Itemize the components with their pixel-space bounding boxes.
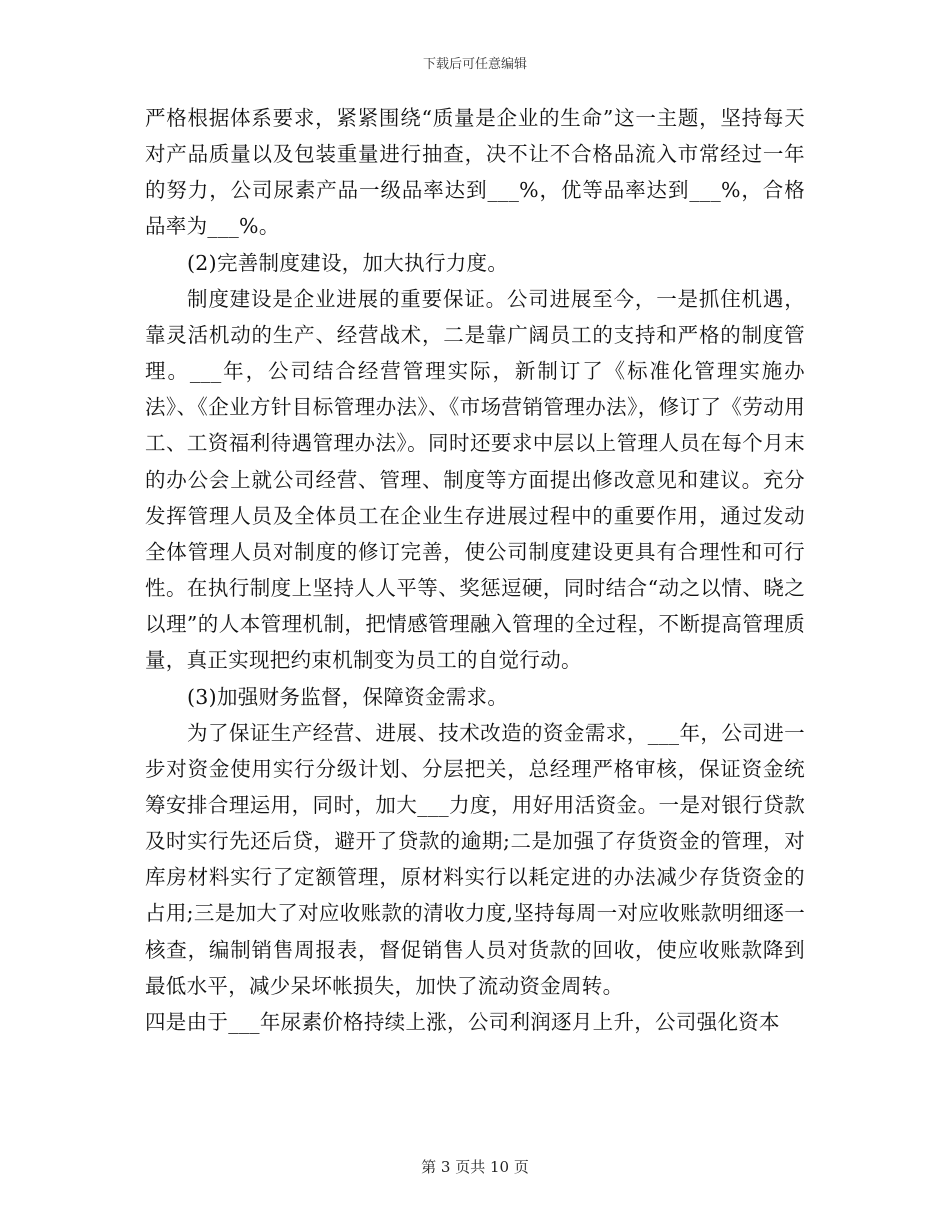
paragraph-price-increase: 四是由于___年尿素价格持续上涨，公司利润逐月上升，公司强化资本 [145, 1009, 780, 1034]
section-heading-financial-supervision: (3)加强财务监督，保障资金需求。 [187, 684, 509, 709]
document-body [145, 100, 805, 1040]
section-heading-institution-building: (2)完善制度建设，加大执行力度。 [187, 250, 509, 275]
paragraph-financial-supervision: 为了保证生产经营、进展、技术改造的资金需求，___年，公司进一步对资金使用实行分级计划、分层把关，总经理严格审核，保证资金统筹安排合理运用，同时，加大___力度，用好用活资金。一是对银行贷款及时实行先还后贷，避开了贷款的逾期;二是加强了存货资金的管理，对库房材料实行了定额管理，原材料实行以耗定进的办法减少存货资金的占用;三是加大了对应收账款的清收力度,坚持每周一对应收账款明细逐一核查，编制销售周报表，督促销售人员对货款的回收，使应收账款降到最低水平，减少呆坏帐损失，加快了流动资金周转。 [145, 720, 805, 998]
page-number-footer: 第 3 页共 10 页 [421, 1158, 529, 1176]
paragraph-quality-control: 严格根据体系要求，紧紧围绕“质量是企业的生命”这一主题，坚持每天对产品质量以及包装重量进行抽查，决不让不合格品流入市常经过一年的努力，公司尿素产品一级品率达到___%，优等品率达到___%，合格品率为___%。 [145, 106, 805, 239]
page-header-note: 下载后可任意编辑 [422, 57, 527, 72]
paragraph-institution-building: 制度建设是企业进展的重要保证。公司进展至今，一是抓住机遇，靠灵活机动的生产、经营战术，二是靠广阔员工的支持和严格的制度管理。___年，公司结合经营管理实际，新制订了《标准化管理实施办法》、《企业方针目标管理办法》、《市场营销管理办法》，修订了《劳动用工、工资福利待遇管理办法》。同时还要求中层以上管理人员在每个月末的办公会上就公司经营、管理、制度等方面提出修改意见和建议。充分发挥管理人员及全体员工在企业生存进展过程中的重要作用，通过发动全体管理人员对制度的修订完善，使公司制度建设更具有合理性和可行性。在执行制度上坚持人人平等、奖惩逗硬，同时结合“动之以情、晓之以理”的人本管理机制，把情感管理融入管理的全过程，不断提高管理质量，真正实现把约束机制变为员工的自觉行动。 [145, 286, 805, 673]
